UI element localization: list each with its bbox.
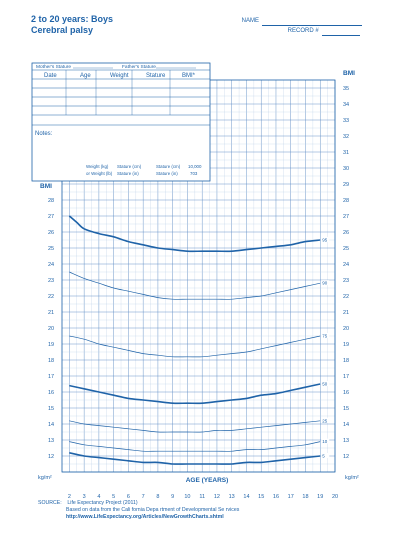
y-tick-label-left: 14 (48, 422, 55, 428)
ylabel-left: BMI (40, 183, 52, 190)
formula-weight-lb: or Weight (lb) (86, 171, 113, 176)
source-url[interactable]: http://www.LifeExpectancy.org/Articles/NewGrowthCharts.shtml (66, 514, 224, 520)
source-line-2: Based on data from the Cali fornia Depa rtment of Developmental Se rvices (66, 507, 240, 513)
y-tick-label-right: 30 (343, 166, 350, 172)
x-tick-label: 8 (156, 494, 160, 500)
x-tick-label: 18 (302, 494, 309, 500)
x-tick-label: 2 (67, 494, 71, 500)
formula-stature-in-2: Stature (in) (156, 171, 178, 176)
x-tick-label: 9 (171, 494, 175, 500)
formula-factor-imperial: 703 (190, 171, 198, 176)
title-line-1: 2 to 20 years: Boys (31, 14, 114, 24)
column-header-date: Date (44, 73, 57, 79)
y-tick-label-right: 15 (343, 406, 350, 412)
y-tick-label-right: 31 (343, 150, 350, 156)
y-tick-label-right: 13 (343, 438, 350, 444)
y-tick-label-left: 25 (48, 246, 55, 252)
percentile-curves (69, 216, 329, 464)
column-header-bmi: BMI* (182, 73, 196, 79)
y-tick-label-right: 22 (343, 294, 350, 300)
y-tick-label-right: 25 (343, 246, 350, 252)
x-tick-label: 19 (317, 494, 324, 500)
x-tick-label: 13 (228, 494, 235, 500)
y-tick-label-left: 24 (48, 262, 55, 268)
percentile-label-50: 50 (322, 381, 328, 387)
y-tick-label-left: 27 (48, 214, 55, 220)
percentile-label-75: 75 (322, 333, 328, 339)
y-tick-label-right: 34 (343, 102, 350, 108)
column-header-age: Age (80, 73, 91, 79)
x-tick-label: 11 (199, 494, 206, 500)
x-tick-label: 12 (213, 494, 221, 500)
source-line-1: Life Expectancy Project (2011) (67, 500, 138, 506)
y-tick-label-right: 14 (343, 422, 350, 428)
x-tick-label: 15 (258, 494, 265, 500)
x-tick-label: 4 (97, 494, 101, 500)
x-tick-label: 10 (184, 494, 191, 500)
y-tick-label-right: 29 (343, 182, 350, 188)
x-tick-label: 5 (112, 494, 116, 500)
column-header-weight: Weight (110, 73, 129, 79)
y-tick-label-right: 23 (343, 278, 350, 284)
y-tick-label-left: 13 (48, 438, 55, 444)
y-tick-label-left: 22 (48, 294, 55, 300)
xlabel: AGE (YEARS) (185, 477, 229, 484)
formula-stature-cm-1: Stature (cm) (117, 164, 142, 169)
percentile-label-25: 25 (322, 418, 328, 424)
column-header-stature: Stature (146, 73, 166, 79)
ylabel-unit-left: kg/m² (38, 475, 52, 481)
formula-weight-kg: Weight (kg) (86, 164, 109, 169)
y-tick-label-right: 26 (343, 230, 350, 236)
y-tick-label-left: 26 (48, 230, 55, 236)
father-stature-label: Father's Stature (122, 65, 156, 70)
y-tick-label-right: 16 (343, 390, 350, 396)
x-tick-label: 3 (82, 494, 86, 500)
formula-stature-cm-2: Stature (cm) (156, 164, 181, 169)
x-tick-label: 20 (331, 494, 339, 500)
formula-factor-metric: 10,000 (188, 164, 202, 169)
y-tick-label-right: 20 (343, 326, 350, 332)
y-tick-label-left: 28 (48, 198, 55, 204)
name-label: NAME (241, 18, 259, 24)
formula-stature-in-1: Stature (in) (117, 171, 139, 176)
y-tick-label-left: 21 (48, 310, 55, 316)
title-line-2: Cerebral palsy (31, 25, 94, 35)
y-tick-label-right: 32 (343, 134, 350, 140)
x-tick-label: 14 (243, 494, 250, 500)
ylabel-right: BMI (343, 70, 355, 77)
y-tick-label-right: 19 (343, 342, 350, 348)
mother-stature-label: Mother's Stature (36, 65, 72, 70)
y-tick-label-left: 23 (48, 278, 55, 284)
x-tick-label: 17 (287, 494, 294, 500)
y-tick-label-right: 12 (343, 454, 350, 460)
y-tick-label-left: 17 (48, 374, 55, 380)
percentile-label-95: 95 (322, 237, 328, 243)
y-tick-label-left: 18 (48, 358, 55, 364)
y-tick-label-right: 35 (343, 86, 350, 92)
source-note (38, 500, 239, 521)
y-tick-label-right: 24 (343, 262, 350, 268)
y-tick-label-left: 20 (48, 326, 55, 332)
percentile-label-10: 10 (322, 439, 328, 445)
ylabel-unit-right: kg/m² (345, 475, 359, 481)
percentile-label-90: 90 (322, 280, 328, 286)
y-tick-label-left: 16 (48, 390, 55, 396)
y-tick-label-right: 17 (343, 374, 350, 380)
notes-label: Notes: (35, 131, 53, 137)
x-tick-label: 16 (272, 494, 280, 500)
y-tick-label-right: 28 (343, 198, 350, 204)
y-tick-label-right: 33 (343, 118, 350, 124)
source-label: SOURCE: (38, 500, 62, 506)
y-tick-label-right: 27 (343, 214, 350, 220)
y-tick-label-left: 19 (48, 342, 55, 348)
y-tick-label-left: 15 (48, 406, 55, 412)
record-label: RECORD # (287, 28, 319, 34)
x-tick-label: 7 (141, 494, 145, 500)
percentile-label-5: 5 (322, 453, 325, 459)
y-tick-label-left: 12 (48, 454, 55, 460)
y-tick-label-right: 21 (343, 310, 350, 316)
x-tick-label: 6 (126, 494, 130, 500)
y-tick-label-right: 18 (343, 358, 350, 364)
